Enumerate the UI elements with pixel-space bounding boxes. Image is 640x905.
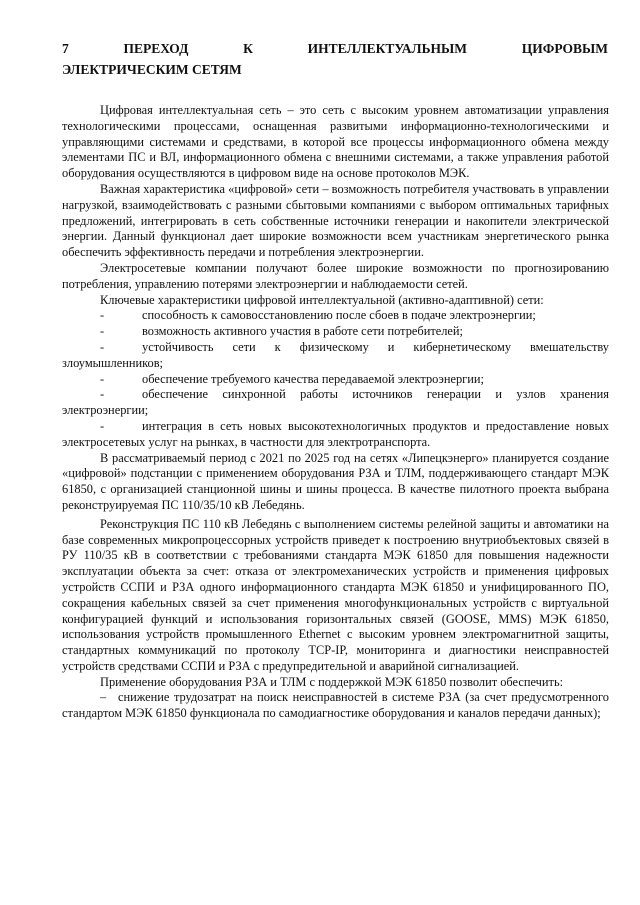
paragraph-application: Применение оборудования РЗА и ТЛМ с поддержкой МЭК 61850 позволит обеспечить: bbox=[100, 674, 564, 689]
list-dash: - bbox=[100, 371, 105, 386]
list-item: – снижение трудозатрат на поиск неисправностей в системе РЗА (за счет предусмотренного стандартом МЭК 61850 функционала по самодиагностике оборудования и каналов передачи данных); bbox=[62, 690, 609, 721]
paragraph-reconstruction: Реконструкция ПС 110 кВ Лебедянь с выполнением системы релейной защиты и автоматики на базе современных микропроцессорных устройств приведет к построению внутриобъектовых связей в РУ 110/35 кВ в соответствии с требованиями стандарта МЭК 61850 для повышения надежности эксплуатации объекта за счет: отказа от электромеханических устройств и применения цифровых устройств ССПИ и РЗА одного информационного стандарта МЭК 61850 и унифицированного ПО, сокращения кабельных связей за счет применения многофункциональных устройств с виртуальной конфигурацией функций и использования горизонтальных связей (GOOSE, MMS) МЭК 61850, использования устройств промышленного Ethernet с высоким уровнем электромагнитной защиты, стандартных коммуникаций по протоколу TCP-IP, мониторинга и диагностики неисправностей устройств средствами ССПИ и РЗА с предупредительной и аварийной сигнализацией. bbox=[62, 516, 609, 673]
paragraph-grid-companies: Электросетевые компании получают более широкие возможности по прогнозированию потребления, управлению потерями электроэнергии и наблюдаемости сетей. bbox=[62, 260, 609, 291]
list-item: - устойчивость сети к физическому и кибернетическому вмешательству злоумышленников; bbox=[62, 339, 609, 370]
paragraph-definition: Цифровая интеллектуальная сеть – это сеть с высоким уровнем автоматизации управления технологическими процессами, оснащенная развитыми информационно-технологическими и управляющими системами и средствами, в которой все процессы информационного обмена между элементами ПС и ВЛ, информационного обмена с внешними системами, а также управления работой оборудования осуществляются в цифровом виде на основе протоколов МЭК. bbox=[62, 103, 609, 181]
list-dash: - bbox=[100, 387, 105, 402]
list-item: - возможность активного участия в работе сети потребителей; bbox=[100, 324, 463, 339]
section-heading-line1: 7 ПЕРЕХОД К ИНТЕЛЛЕКТУАЛЬНЫМ ЦИФРОВЫМ bbox=[62, 41, 608, 56]
list-item: - способность к самовосстановлению после сбоев в подаче электроэнергии; bbox=[100, 308, 536, 323]
list-dash: - bbox=[100, 308, 105, 323]
list-dash: - bbox=[100, 324, 105, 339]
list-dash: - bbox=[100, 418, 105, 433]
paragraph-planned-period: В рассматриваемый период с 2021 по 2025 год на сетях «Липецкэнерго» планируется создание «цифровой» подстанции с применением оборудования РЗА и ТЛМ, поддерживающего стандарт МЭК 61850, с организацией станционной шины и шины процесса. В качестве пилотного проекта выбрана реконструируемая ПС 110/35/10 кВ Лебедянь. bbox=[62, 450, 609, 512]
benefits-list bbox=[62, 690, 609, 722]
section-heading-line2: ЭЛЕКТРИЧЕСКИМ СЕТЯМ bbox=[62, 62, 242, 77]
key-characteristics-list bbox=[62, 308, 609, 450]
list-dash: - bbox=[100, 339, 105, 354]
list-dash: – bbox=[100, 690, 107, 705]
paragraph-key-characteristics: Ключевые характеристики цифровой интеллектуальной (активно-адаптивной) сети: bbox=[100, 292, 544, 307]
document-body bbox=[62, 103, 609, 722]
list-item: - обеспечение требуемого качества передаваемой электроэнергии; bbox=[100, 371, 484, 386]
paragraph-characteristic: Важная характеристика «цифровой» сети – возможность потребителя участвовать в управлении нагрузкой, взаимодействовать с разными сбытовыми компаниями с выбором оптимальных тарифных предложений, интегрировать в сеть собственные источники генерации и накопители электрической энергии. Данный функционал дает широкие возможности всем участникам энергетического рынка обеспечить эффективность передачи и потребления электроэнергии. bbox=[62, 181, 609, 260]
section-heading bbox=[62, 40, 608, 58]
list-item: - интеграция в сеть новых высокотехнологичных продуктов и предоставление новых электросетевых услуг на рынках, в частности для электротранспорта. bbox=[62, 418, 609, 449]
list-item: - обеспечение синхронной работы источников генерации и узлов хранения электроэнергии; bbox=[62, 387, 609, 418]
